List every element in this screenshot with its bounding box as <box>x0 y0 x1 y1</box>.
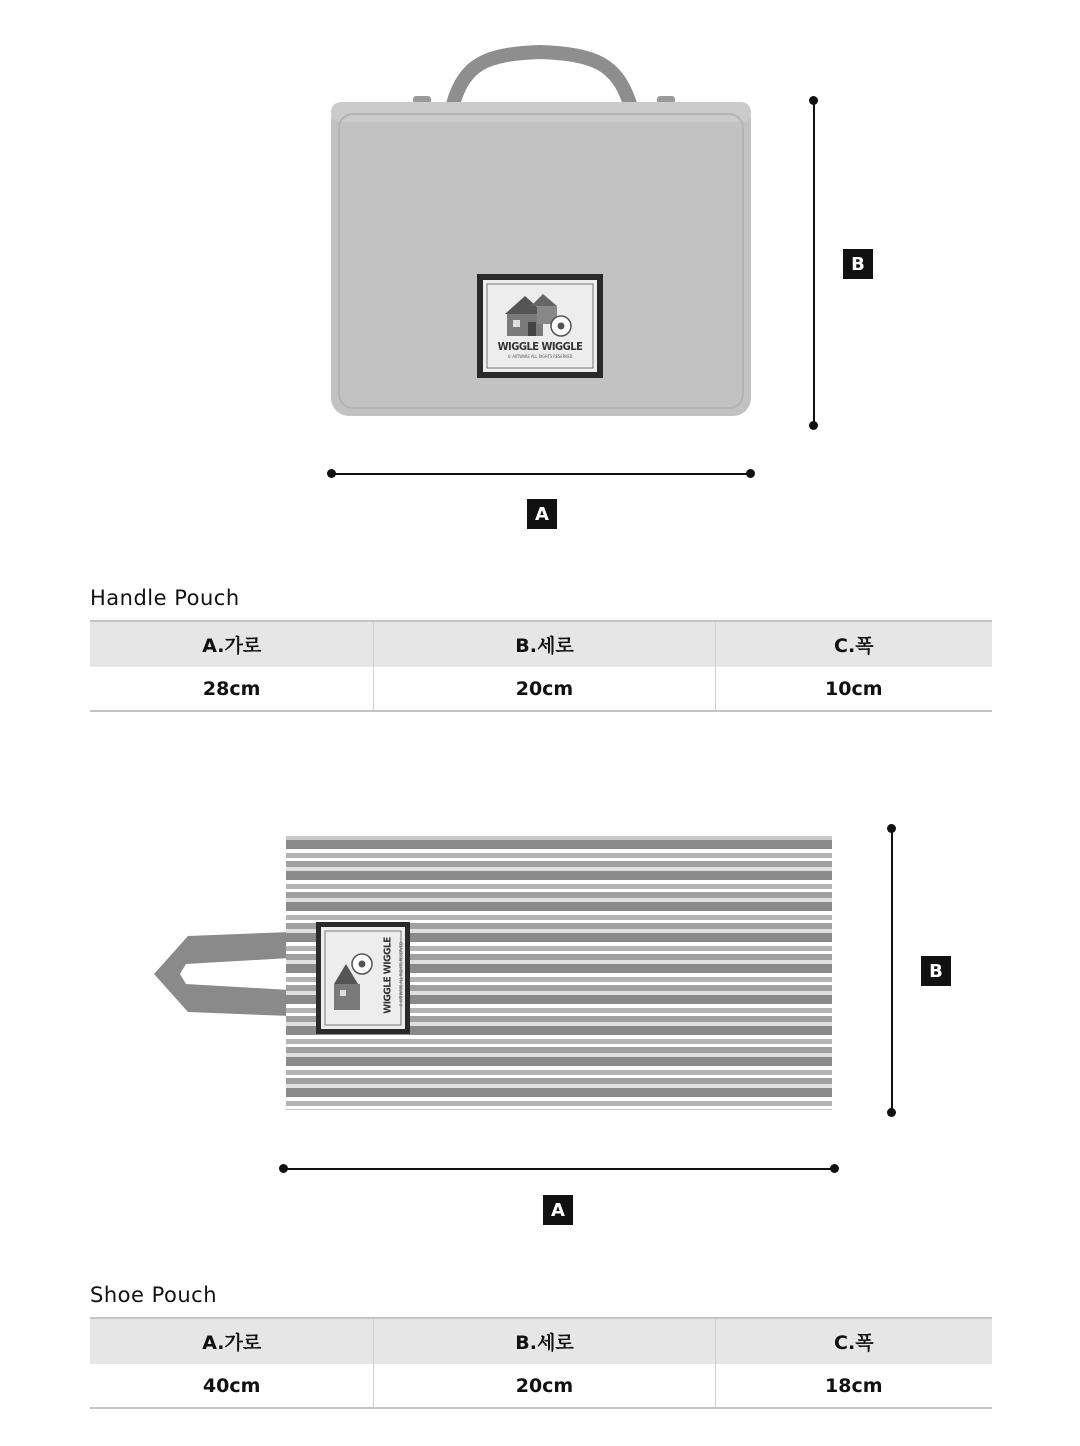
handle-pouch-patch-fine-print: © ARTWARE ALL RIGHTS RESERVED <box>507 354 573 359</box>
stripe <box>286 902 832 911</box>
stripe <box>286 1084 832 1088</box>
stripe <box>286 1047 832 1053</box>
stripe <box>286 889 832 892</box>
stripe <box>286 871 832 880</box>
stripe <box>286 1106 832 1109</box>
stripe <box>286 1057 832 1066</box>
value-width: 40cm <box>202 1374 261 1397</box>
shoe-pouch-illustration <box>148 834 838 1114</box>
handle-pouch-width-line-right-dot <box>746 469 755 478</box>
stripe <box>286 898 832 902</box>
header-depth: C.폭 <box>715 621 992 667</box>
shoe-pouch-height-badge: B <box>921 956 951 986</box>
handle-pouch-size-table <box>90 620 992 712</box>
handle-pouch-title: Handle Pouch <box>90 586 240 610</box>
stripe <box>286 1088 832 1097</box>
stripe <box>286 849 832 853</box>
stripe <box>286 915 832 920</box>
shoe-pouch-width-line-right-dot <box>830 1164 839 1173</box>
value-width: 28cm <box>202 677 261 700</box>
header-width: A.가로 <box>202 635 262 657</box>
stripe <box>286 1075 832 1078</box>
shoe-pouch-patch-fine-print: © ARTWARE ALL RIGHTS RESERVED <box>398 942 404 1007</box>
handle-pouch-height-badge: B <box>843 249 873 279</box>
stripe <box>286 1070 832 1075</box>
stripe <box>286 840 832 849</box>
handle-pouch-label-patch <box>477 274 603 378</box>
stripe <box>286 880 832 884</box>
stripe <box>286 1101 832 1106</box>
handle-pouch-illustration <box>325 44 759 424</box>
stripe <box>286 1097 832 1101</box>
header-height: B.세로 <box>374 1318 715 1364</box>
shoe-pouch-width-badge: A <box>543 1195 573 1225</box>
value-height: 20cm <box>374 1364 715 1408</box>
value-depth: 10cm <box>715 667 992 711</box>
shoe-pouch-label-patch <box>316 922 410 1034</box>
header-depth: C.폭 <box>715 1318 992 1364</box>
shoe-pouch-title: Shoe Pouch <box>90 1283 218 1307</box>
header-width: A.가로 <box>202 1332 262 1354</box>
table-header-row <box>90 1318 992 1364</box>
stripe <box>286 1039 832 1044</box>
stripe <box>286 1044 832 1047</box>
table-row <box>90 1364 992 1408</box>
handle-pouch-height-line <box>813 101 815 425</box>
stripe <box>286 861 832 867</box>
handle-pouch-patch-brand: WIGGLE WIGGLE <box>497 340 583 353</box>
value-depth: 18cm <box>715 1364 992 1408</box>
handle-pouch-image <box>325 44 759 424</box>
shoe-pouch-image <box>148 834 838 1114</box>
shoe-pouch-height-line-bottom-dot <box>887 1108 896 1117</box>
table-header-row <box>90 621 992 667</box>
table-row <box>90 667 992 711</box>
stripe <box>286 911 832 915</box>
stripe <box>286 1053 832 1057</box>
shoe-pouch-patch-brand: WIGGLE WIGGLE <box>382 937 394 1014</box>
stripe <box>286 1078 832 1084</box>
handle-pouch-height-line-bottom-dot <box>809 421 818 430</box>
shoe-pouch-size-table <box>90 1317 992 1409</box>
value-height: 20cm <box>374 667 715 711</box>
stripe <box>286 892 832 898</box>
stripe <box>286 1066 832 1070</box>
header-height: B.세로 <box>374 621 715 667</box>
stripe <box>286 867 832 871</box>
handle-pouch-width-badge: A <box>527 499 557 529</box>
shoe-pouch-height-line <box>891 829 893 1113</box>
stripe <box>286 1035 832 1039</box>
shoe-pouch-width-line <box>284 1168 835 1170</box>
handle-pouch-width-line <box>331 473 751 475</box>
stripe <box>286 884 832 889</box>
stripe <box>286 853 832 858</box>
stripe <box>286 858 832 861</box>
